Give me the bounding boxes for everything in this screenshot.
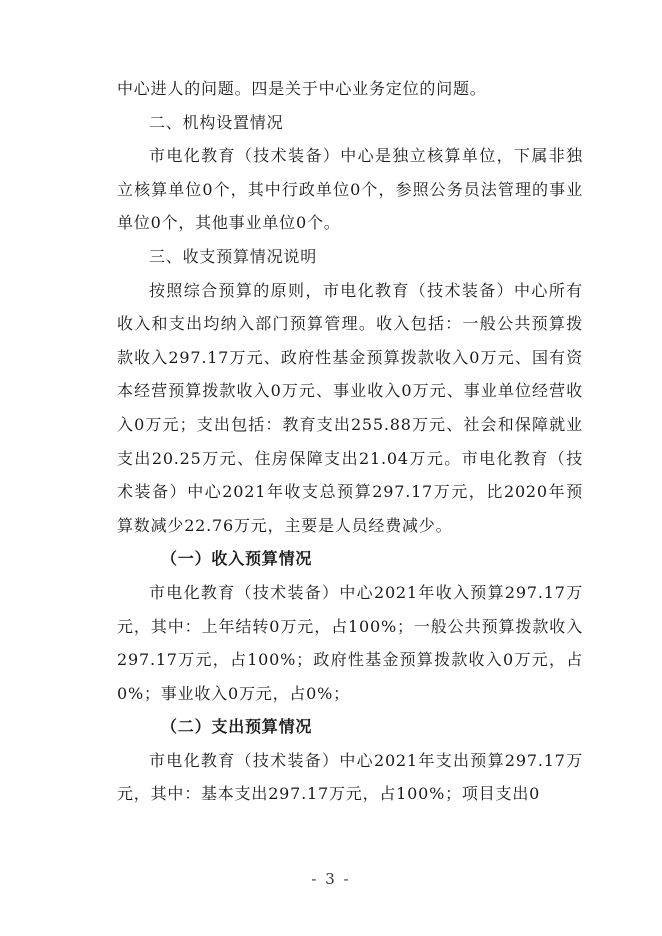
heading-expense-budget: （二）支出预算情况: [161, 717, 313, 737]
paragraph-income-budget: 市电化教育（技术装备）中心2021年收入预算297.17万元，其中：上年结转0万元，占100%；一般公共预算拨款收入297.17万元，占100%；政府性基金预算拨款收入0万元，占0%；事业收入0万元，占0%；: [117, 582, 583, 703]
paragraph-budget-overview: 按照综合预算的原则，市电化教育（技术装备）中心所有收入和支出均纳入部门预算管理。收入包括：一般公共预算拨款收入297.17万元、政府性基金预算拨款收入0万元、国有资本经营预算拨款收入0万元、事业收入0万元、事业单位经营收入0万元；支出包括：教育支出255.88万元、社会和保障就业支出20.25万元、住房保障支出21.04万元。市电化教育（技术装备）中心2021年收支总预算297.17万元，比2020年预算数减少22.76万元，主要是人员经费减少。: [117, 280, 583, 535]
heading-budget-overview: 三、收支预算情况说明: [149, 246, 318, 266]
page-body: [117, 72, 583, 811]
paragraph-expense-budget: 市电化教育（技术装备）中心2021年支出预算297.17万元，其中：基本支出297.17万元，占100%；项目支出0: [117, 750, 583, 804]
paragraph-continuation: 中心进人的问题。四是关于中心业务定位的问题。: [117, 79, 487, 98]
page-number: - 3 -: [311, 870, 351, 888]
heading-income-budget: （一）收入预算情况: [161, 549, 313, 569]
heading-organization: 二、机构设置情况: [149, 112, 284, 132]
paragraph-organization: 市电化教育（技术装备）中心是独立核算单位，下属非独立核算单位0个，其中行政单位0个，参照公务员法管理的事业单位0个，其他事业单位0个。: [117, 146, 583, 233]
